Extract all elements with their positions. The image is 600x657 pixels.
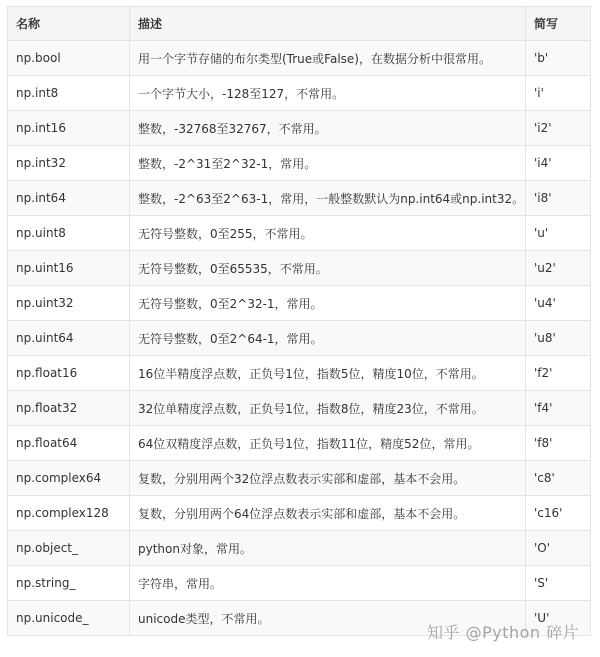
dtype-table bbox=[7, 6, 591, 636]
cell-name: np.uint64 bbox=[8, 321, 130, 356]
cell-abbreviation: 'O' bbox=[526, 531, 591, 566]
cell-name: np.int32 bbox=[8, 146, 130, 181]
cell-name: np.object_ bbox=[8, 531, 130, 566]
cell-abbreviation: 'b' bbox=[526, 41, 591, 76]
cell-abbreviation: 'c16' bbox=[526, 496, 591, 531]
cell-abbreviation: 'f8' bbox=[526, 426, 591, 461]
cell-description: 无符号整数，0至2^32-1，常用。 bbox=[130, 286, 526, 321]
table-row bbox=[8, 426, 591, 461]
cell-abbreviation: 'S' bbox=[526, 566, 591, 601]
cell-name: np.unicode_ bbox=[8, 601, 130, 636]
cell-abbreviation: 'u' bbox=[526, 216, 591, 251]
header-abbreviation: 简写 bbox=[526, 7, 591, 41]
table-row bbox=[8, 41, 591, 76]
cell-description: 无符号整数，0至65535，不常用。 bbox=[130, 251, 526, 286]
cell-abbreviation: 'f4' bbox=[526, 391, 591, 426]
table-body bbox=[8, 41, 591, 636]
table-header-row bbox=[8, 7, 591, 41]
header-name: 名称 bbox=[8, 7, 130, 41]
table-row bbox=[8, 496, 591, 531]
table-row bbox=[8, 391, 591, 426]
table-row bbox=[8, 146, 591, 181]
cell-description: 32位单精度浮点数，正负号1位，指数8位，精度23位，不常用。 bbox=[130, 391, 526, 426]
table-row bbox=[8, 461, 591, 496]
cell-abbreviation: 'f2' bbox=[526, 356, 591, 391]
cell-description: 复数，分别用两个64位浮点数表示实部和虚部，基本不会用。 bbox=[130, 496, 526, 531]
table-row bbox=[8, 566, 591, 601]
cell-abbreviation: 'i2' bbox=[526, 111, 591, 146]
header-description: 描述 bbox=[130, 7, 526, 41]
cell-description: 复数，分别用两个32位浮点数表示实部和虚部，基本不会用。 bbox=[130, 461, 526, 496]
cell-abbreviation: 'i' bbox=[526, 76, 591, 111]
cell-name: np.float64 bbox=[8, 426, 130, 461]
cell-name: np.complex64 bbox=[8, 461, 130, 496]
cell-description: 整数，-32768至32767，不常用。 bbox=[130, 111, 526, 146]
table-row bbox=[8, 216, 591, 251]
cell-description: unicode类型，不常用。 bbox=[130, 601, 526, 636]
cell-abbreviation: 'i8' bbox=[526, 181, 591, 216]
table-row bbox=[8, 321, 591, 356]
table-row bbox=[8, 251, 591, 286]
table-row bbox=[8, 286, 591, 321]
cell-name: np.uint16 bbox=[8, 251, 130, 286]
table-row bbox=[8, 181, 591, 216]
cell-abbreviation: 'u4' bbox=[526, 286, 591, 321]
cell-name: np.float16 bbox=[8, 356, 130, 391]
cell-abbreviation: 'i4' bbox=[526, 146, 591, 181]
cell-description: 无符号整数，0至255，不常用。 bbox=[130, 216, 526, 251]
cell-name: np.string_ bbox=[8, 566, 130, 601]
cell-name: np.float32 bbox=[8, 391, 130, 426]
cell-abbreviation: 'c8' bbox=[526, 461, 591, 496]
cell-description: 无符号整数，0至2^64-1，常用。 bbox=[130, 321, 526, 356]
cell-name: np.complex128 bbox=[8, 496, 130, 531]
cell-description: 整数，-2^63至2^63-1，常用，一般整数默认为np.int64或np.int32。 bbox=[130, 181, 526, 216]
cell-description: 字符串，常用。 bbox=[130, 566, 526, 601]
cell-name: np.int16 bbox=[8, 111, 130, 146]
table-row bbox=[8, 76, 591, 111]
cell-abbreviation: 'U' bbox=[526, 601, 591, 636]
cell-abbreviation: 'u2' bbox=[526, 251, 591, 286]
cell-description: 16位半精度浮点数，正负号1位，指数5位，精度10位，不常用。 bbox=[130, 356, 526, 391]
cell-name: np.bool bbox=[8, 41, 130, 76]
table-row bbox=[8, 356, 591, 391]
cell-description: python对象，常用。 bbox=[130, 531, 526, 566]
cell-description: 用一个字节存储的布尔类型(True或False)，在数据分析中很常用。 bbox=[130, 41, 526, 76]
cell-description: 64位双精度浮点数，正负号1位，指数11位，精度52位，常用。 bbox=[130, 426, 526, 461]
cell-name: np.uint8 bbox=[8, 216, 130, 251]
table-row bbox=[8, 111, 591, 146]
table-row bbox=[8, 531, 591, 566]
cell-name: np.int64 bbox=[8, 181, 130, 216]
zhihu-watermark: 知乎 @Python 碎片 bbox=[427, 623, 580, 642]
cell-description: 一个字节大小，-128至127，不常用。 bbox=[130, 76, 526, 111]
cell-abbreviation: 'u8' bbox=[526, 321, 591, 356]
cell-name: np.uint32 bbox=[8, 286, 130, 321]
cell-description: 整数，-2^31至2^32-1，常用。 bbox=[130, 146, 526, 181]
cell-name: np.int8 bbox=[8, 76, 130, 111]
